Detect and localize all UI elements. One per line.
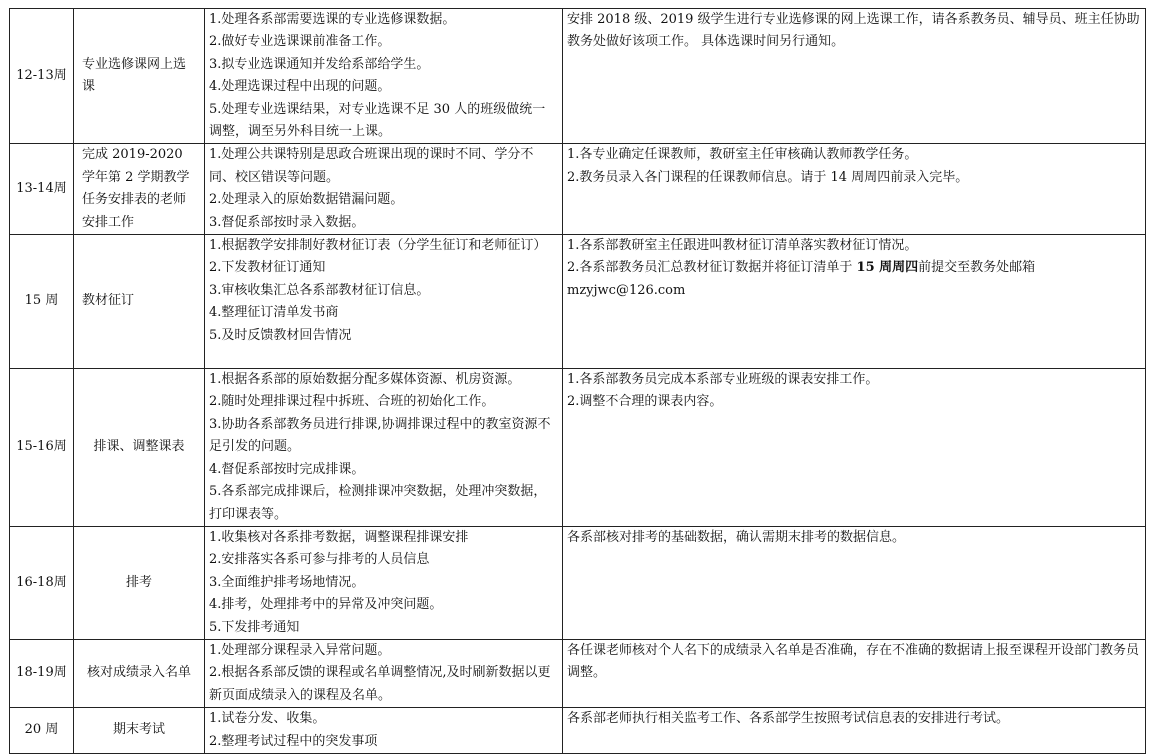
task-item: 2.整理考试过程中的突发事项 [209, 733, 378, 749]
week-cell: 12-13周 [10, 9, 74, 144]
tasks-cell [205, 235, 563, 369]
requirement-item: 2.各系部教务员汇总教材征订数据并将征订清单于 15 周周四前提交至教务处邮箱 [567, 260, 1036, 276]
requirement-item: 1.各系部教研室主任跟进叫教材征订清单落实教材征订情况。 [567, 238, 918, 254]
task-item: 3.审核收集汇总各系部教材征订信息。 [209, 282, 430, 298]
title-cell: 核对成绩录入名单 [74, 639, 205, 707]
table-row [10, 9, 1146, 144]
task-item: 1.处理公共课特别是思政合班课出现的课时不同、学分不同、校区错误等问题。 [209, 147, 534, 185]
task-item: 3.督促系部按时录入数据。 [209, 214, 365, 230]
task-item: 1.处理部分课程录入异常问题。 [209, 642, 391, 658]
task-item: 4.处理选课过程中出现的问题。 [209, 79, 391, 95]
week-cell: 15-16周 [10, 369, 74, 527]
task-item: 2.下发教材征订通知 [209, 260, 326, 276]
tasks-cell [205, 9, 563, 144]
task-item: 3.全面维护排考场地情况。 [209, 574, 365, 590]
tasks-cell [205, 526, 563, 639]
requirement-item: 1.各系部教务员完成本系部专业班级的课表安排工作。 [567, 372, 879, 388]
task-item: 5.各系部完成排课后，检测排课冲突数据，处理冲突数据，打印课表等。 [209, 484, 547, 522]
table-row [10, 144, 1146, 235]
task-item: 5.及时反馈教材回告情况 [209, 327, 352, 343]
task-item: 3.协助各系部教务员进行排课,协调排课过程中的教室资源不足引发的问题。 [209, 416, 551, 455]
week-cell: 20 周 [10, 708, 74, 754]
tasks-cell [205, 639, 563, 707]
table-row [10, 708, 1146, 754]
requirement-item: 各系部老师执行相关监考工作、各系部学生按照考试信息表的安排进行考试。 [567, 711, 1010, 727]
week-cell: 15 周 [10, 235, 74, 369]
title-cell: 排课、调整课表 [74, 369, 205, 527]
task-item: 1.收集核对各系排考数据，调整课程排课安排 [209, 529, 469, 545]
task-item: 5.处理专业选课结果，对专业选课不足 30 人的班级做统一调整，调至另外科目统一上课。 [209, 101, 546, 140]
tasks-cell [205, 369, 563, 527]
tasks-cell [205, 708, 563, 754]
task-item: 3.拟专业选课通知并发给系部给学生。 [209, 56, 430, 72]
table-row [10, 369, 1146, 527]
week-cell: 16-18周 [10, 526, 74, 639]
requirement-item: 2.教务员录入各门课程的任课教师信息。请于 14 周周四前录入完毕。 [567, 169, 969, 185]
requirement-item: 安排 2018 级、2019 级学生进行专业选修课的网上选课工作，请各系教务员、辅导员、班主任协助教务处做好该项工作。 具体选课时间另行通知。 [567, 12, 1140, 50]
task-item: 4.排考，处理排考中的异常及冲突问题。 [209, 597, 443, 613]
week-cell: 13-14周 [10, 144, 74, 235]
task-item: 4.督促系部按时完成排课。 [209, 461, 365, 477]
requirements-cell [563, 9, 1146, 144]
requirement-item: 1.各专业确定任课教师，教研室主任审核确认教师教学任务。 [567, 147, 918, 163]
requirement-item: 各任课老师核对个人名下的成绩录入名单是否准确，存在不准确的数据请上报至课程开设部门教务员调整。 [567, 642, 1140, 681]
requirement-item: 各系部核对排考的基础数据，确认需期末排考的数据信息。 [567, 529, 906, 545]
title-cell: 排考 [74, 526, 205, 639]
requirements-cell [563, 144, 1146, 235]
task-item: 2.根据各系部反馈的课程或名单调整情况,及时刷新数据以更新页面成绩录入的课程及名单。 [209, 665, 551, 703]
tasks-cell [205, 144, 563, 235]
table-row [10, 639, 1146, 707]
requirements-cell [563, 369, 1146, 527]
schedule-table [9, 8, 1146, 754]
task-item: 1.根据各系部的原始数据分配多媒体资源、机房资源。 [209, 372, 521, 388]
title-cell: 期末考试 [74, 708, 205, 754]
task-item: 1.根据教学安排制好教材征订表（分学生征订和老师征订） [209, 238, 547, 254]
task-item: 1.试卷分发、收集。 [209, 711, 326, 727]
task-item: 4.整理征订清单发书商 [209, 305, 339, 321]
requirements-cell [563, 235, 1146, 369]
task-item: 1.处理各系部需要选课的专业选修课数据。 [209, 12, 456, 27]
requirements-cell [563, 708, 1146, 754]
title-cell: 完成 2019-2020 学年第 2 学期教学任务安排表的老师安排工作 [74, 144, 205, 235]
requirements-cell [563, 639, 1146, 707]
table-row [10, 526, 1146, 639]
title-cell: 专业选修课网上选课 [74, 9, 205, 144]
week-cell: 18-19周 [10, 639, 74, 707]
title-cell: 教材征订 [74, 235, 205, 369]
task-item: 2.处理录入的原始数据错漏问题。 [209, 192, 404, 208]
task-item: 2.随时处理排课过程中拆班、合班的初始化工作。 [209, 394, 495, 410]
table-row [10, 235, 1146, 369]
requirement-item: 2.调整不合理的课表内容。 [567, 394, 723, 410]
requirements-cell [563, 526, 1146, 639]
task-item: 5.下发排考通知 [209, 619, 300, 635]
deadline-emphasis: 15 周周四 [856, 260, 919, 276]
email-address: mzyjwc@126.com [567, 282, 686, 298]
task-item: 2.做好专业选课课前准备工作。 [209, 34, 391, 50]
task-item: 2.安排落实各系可参与排考的人员信息 [209, 552, 430, 568]
